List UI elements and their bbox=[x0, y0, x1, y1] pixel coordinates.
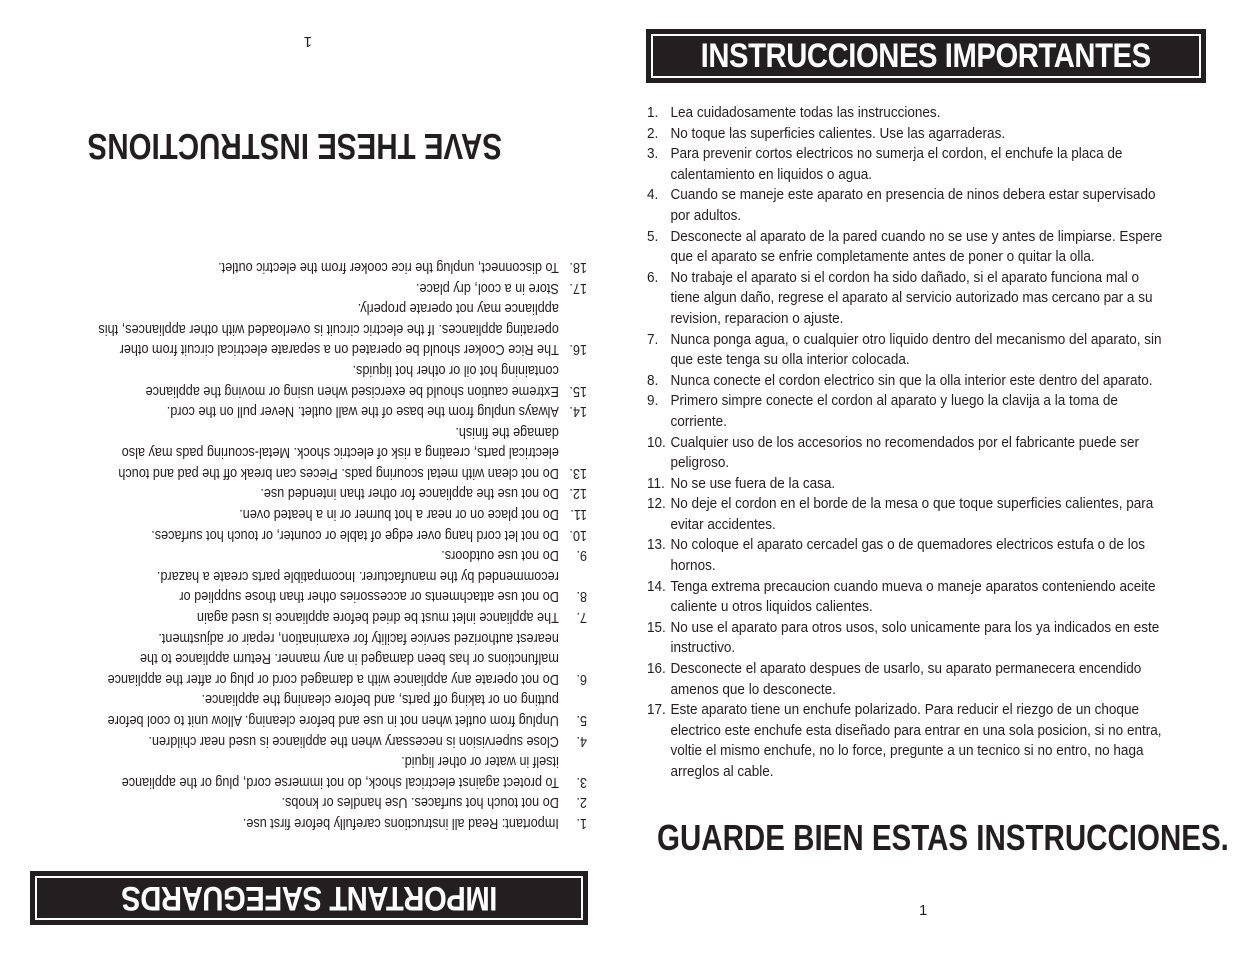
list-item: 16. The Rice Cooker should be operated on a separate electrical circuit from other operating appliances. If the electric circuit is overloaded with other appliances, this appliance may not operate properly. bbox=[98, 300, 587, 358]
list-item: 13. No coloque el aparato cercadel gas o de quemadores electricos estufa o de los hornos. bbox=[647, 537, 1146, 575]
list-item: 5. Desconecte al aparato de la pared cuando no se use y antes de limpiarse. Espere que el aparato se enfrie completamente antes de poner o quitar la olla. bbox=[647, 228, 1163, 266]
closing-heading: GUARDE BIEN ESTAS INSTRUCCIONES. bbox=[657, 817, 1229, 858]
list-item: 1. Important: Read all instructions carefully before first use. bbox=[242, 815, 587, 831]
list-item: 16. Desconecte el aparato despues de usarlo, su aparato permanecera encendido amenos que lo desconecte. bbox=[647, 661, 1142, 698]
list-item: 9. Primero simpre conecte el cordon al aparato y luego la clavija a la toma de corriente. bbox=[647, 393, 1118, 430]
list-item: 10. Do not let cord hang over edge of table or counter, or touch hot surfaces. bbox=[151, 526, 587, 543]
list-item: 7. Nunca ponga agua, o cualquier otro liquido dentro del mecanismo del aparato, sin que este tenga su olla interior colocada. bbox=[647, 331, 1162, 369]
list-item: 3. Para prevenir cortos electricos no sumerja el cordon, el enchufe la placa de calentamiento en liquidos o agua. bbox=[647, 146, 1123, 183]
list-item: 5. Unplug from outlet when not in use and before cleaning. Allow unit to cool before putting on or taking off parts, and before cleaning the appliance. bbox=[107, 691, 587, 729]
list-item: 8. Nunca conecte el cordon electrico sin que la olla interior este dentro del aparato. bbox=[647, 372, 1153, 389]
list-item: 12. Do not use the appliance for other than intended use. bbox=[260, 485, 587, 502]
list-item: 4. Cuando se maneje este aparato en presencia de ninos debera estar supervisado por adultos. bbox=[647, 187, 1156, 224]
banner-title: INSTRUCCIONES IMPORTANTES bbox=[700, 36, 1152, 75]
list-item: 8. Do not use attachments or accessories other than those supplied or recommended by the manufacturer. Incompatible parts create a hazard. bbox=[156, 567, 587, 605]
english-page bbox=[0, 0, 617, 954]
list-item: 11. No se use fuera de la casa. bbox=[647, 475, 836, 492]
list-item: 2. No toque las superficies calientes. Use las agarraderas. bbox=[647, 125, 1006, 142]
list-item: 17. Este aparato tiene un enchufe polarizado. Para reducir el riezgo de un choque electrico este enchufe esta diseñado para entrar en una sola posicion, si no entra, voltie el mismo enchufe, no lo force, pregunte a un tecnico si no entro, no haga arreglos al cable. bbox=[647, 702, 1162, 780]
list-item: 17. Store in a cool, dry place. bbox=[415, 279, 587, 296]
instrucciones-list bbox=[647, 103, 1172, 783]
list-item: 13. Do not clean with metal scouring pads. Pieces can break off the pad and touch electrical parts, creating a risk of electric shock. Metal-scouring pads may also damage the finish. bbox=[118, 423, 587, 481]
list-item: 6. Do not operate any appliance with a damaged cord or plug or after the appliance malfunctions or has been damaged in any manner. Return appliance to the nearest authorized service facility for examination, repair or adjustment. bbox=[107, 629, 587, 687]
list-item: 14. Tenga extrema precaucion cuando mueva o maneje aparatos conteniendo aceite caliente u otros liquidos calientes. bbox=[647, 578, 1156, 616]
list-item: 15. Extreme caution should be exercised when using or moving the appliance containing hot oil or other hot liquids. bbox=[145, 361, 587, 399]
list-item: 15. No use el aparato para otros usos, solo unicamente para los ya indicados en este instructivo. bbox=[647, 619, 1160, 657]
safeguards-list bbox=[96, 256, 587, 833]
instrucciones-importantes-banner bbox=[646, 29, 1206, 83]
spanish-page bbox=[617, 0, 1235, 954]
list-item: 10. Cualquier uso de los accesorios no recomendados por el fabricante puede ser peligroso. bbox=[647, 434, 1139, 472]
list-item: 9. Do not use outdoors. bbox=[441, 547, 587, 564]
list-item: 12. No deje el cordon en el borde de la mesa o que toque superficies calientes, para evitar accidentes. bbox=[647, 496, 1154, 533]
important-safeguards-banner bbox=[30, 871, 588, 925]
list-item: 4. Close supervision is necessary when the appliance is used near children. bbox=[148, 732, 587, 749]
list-item: 3. To protect against electrical shock, do not immerse cord, plug or the appliance itself in water or other liquid. bbox=[121, 753, 587, 790]
list-item: 2. Do not touch hot surfaces. Use handles or knobs. bbox=[281, 794, 587, 811]
list-item: 1. Lea cuidadosamente todas las instrucciones. bbox=[647, 105, 941, 121]
list-item: 7. The appliance inlet must be dried before appliance is used again bbox=[196, 609, 587, 626]
page-number: 1 bbox=[919, 902, 928, 919]
list-item: 6. No trabaje el aparato si el cordon ha sido dañado, si el aparato funciona mal o tiene algun daño, regrese el aparato al servicio autorizado mas cercano par a su revision, reparacion o ajuste. bbox=[647, 269, 1153, 327]
closing-heading: SAVE THESE INSTRUCTIONS bbox=[87, 126, 502, 167]
banner-title: IMPORTANT SAFEGUARDS bbox=[121, 879, 497, 918]
list-item: 14. Always unplug from the base of the wall outlet. Never pull on the cord. bbox=[166, 403, 587, 420]
list-item: 18. To disconnect, unplug the rice cooker from the electric outlet. bbox=[218, 258, 587, 275]
page-number: 1 bbox=[303, 33, 312, 50]
list-item: 11. Do not place on or near a hot burner or in a heated oven. bbox=[239, 506, 587, 523]
